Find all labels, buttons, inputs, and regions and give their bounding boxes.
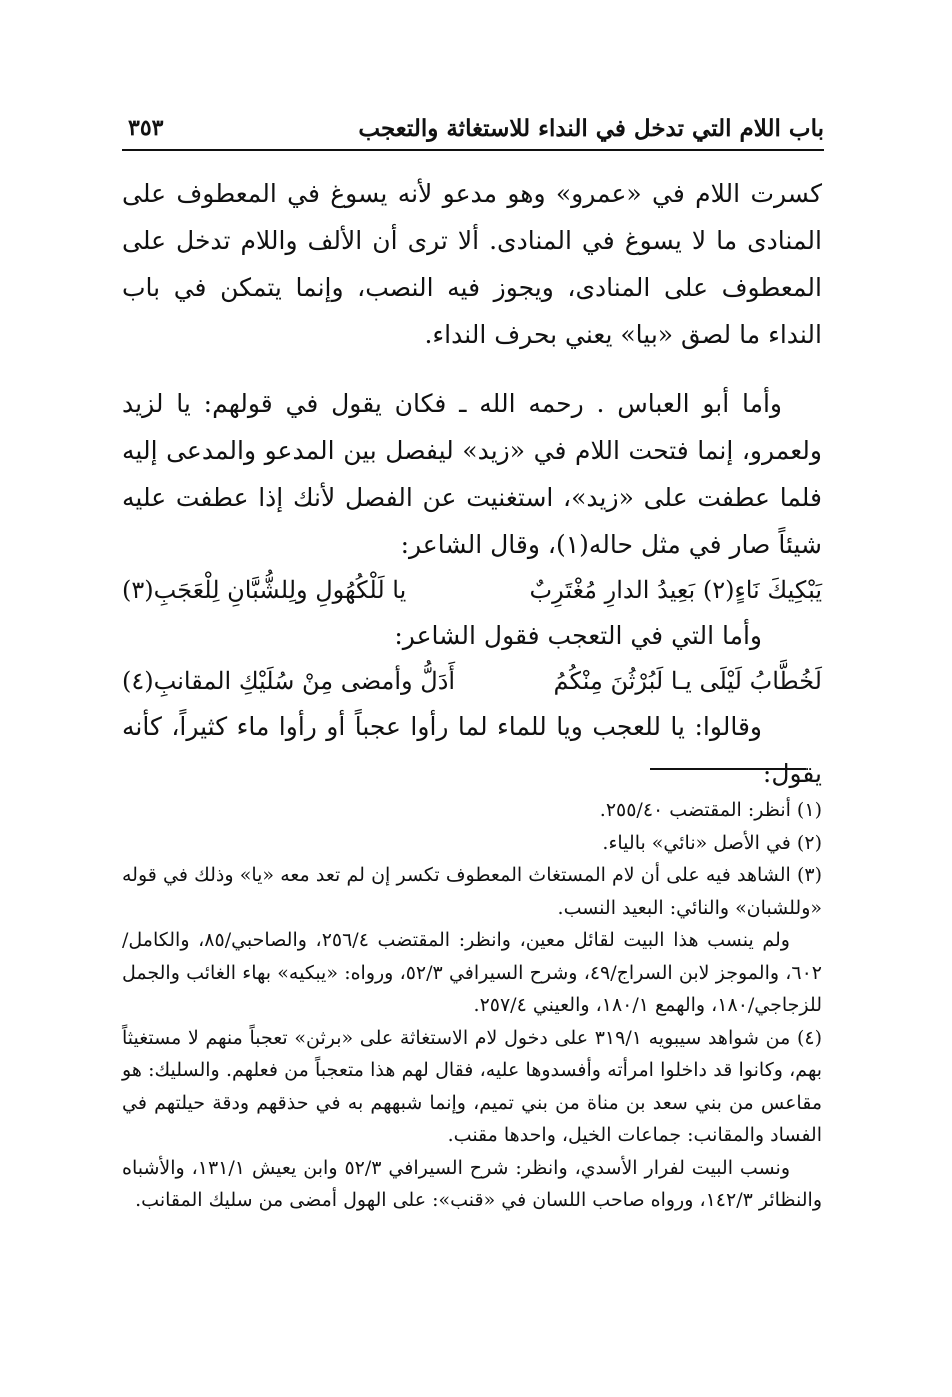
footnotes xyxy=(122,794,822,1217)
chapter-title: باب اللام التي تدخل في النداء للاستغاثة والتعجب xyxy=(358,115,824,142)
footnote-3-continuation: ولم ينسب هذا البيت لقائل معين، وانظر: المقتضب ٢٥٦/٤، والصاحبي/٨٥، والكامل/٦٠٢، والموجز لابن السراج/٤٩، وشرح السيرافي ٥٢/٣، ورواه: «يبكيه» بهاء الغائب والجمل للزجاجي/١٨٠، والهمع ١٨٠/١، والعيني ٢٥٧/٤. xyxy=(122,929,823,1016)
verse-1-first-hemistich: يَبْكِيكَ نَاءٍ(٢) بَعِيدُ الدارِ مُغْتَرِبٌ xyxy=(529,576,822,604)
footnote-separator xyxy=(650,768,806,770)
paragraph-1: كسرت اللام في «عمرو» وهو مدعو لأنه يسوغ في المعطوف على المنادى ما لا يسوغ في المنادى. ألا ترى أن الألف واللام تدخل على المعطوف على المنادى، ويجوز فيه النصب، وإنما يتمكن في باب النداء ما لصق «بيا» يعني بحرف النداء. xyxy=(122,179,822,349)
paragraph-2: وأما أبو العباس . رحمه الله ـ فكان يقول في قولهم: يا لزيد ولعمرو، إنما فتحت اللام في «زيد» ليفصل بين المدعو والمدعى إليه فلما عطفت على «زيد»، استغنيت عن الفصل لأنك إذا عطفت عليه شيئاً صار في مثل حاله(١)، وقال الشاعر: xyxy=(122,389,822,559)
verse-1-second-hemistich: يا لَلْكُهُولِ ولِلشُّبَّانِ لِلْعَجَبِ(٣) xyxy=(122,576,407,604)
page-number: ٣٥٣ xyxy=(128,115,164,141)
footnote-4: (٤) من شواهد سيبويه ٣١٩/١ على دخول لام الاستغاثة على «برثن» تعجباً منهم لا مستغيثاً بهم، وكانوا قد داخلوا امرأته وأفسدوها عليه، فقال لهم هذا متعجباً من فعلهم. والسليك: هو مقاعس من بني سعد بن مناة من بني تميم، وإنما شبههم به في حذقهم ودقة حيلتهم في الفساد والمقانب: جماعات الخيل، واحدها مقنب. xyxy=(122,1026,822,1146)
footnote-4-continuation: ونسب البيت لفرار الأسدي، وانظر: شرح السيرافي ٥٢/٣ وابن يعيش ١٣١/١، والأشباه والنظائر ١٤٢/٣، ورواه صاحب اللسان في «قنب»: على الهول أمضى من سليك المقانب. xyxy=(122,1156,822,1211)
verse-2-second-hemistich: أَدَلُّ وأمضى مِنْ سُلَيْكِ المقانبِ(٤) xyxy=(122,667,456,695)
footnote-1: (١) أنظر: المقتضب ٢٥٥/٤٠. xyxy=(599,799,822,821)
footnote-3: (٣) الشاهد فيه على أن لام المستغاث المعطوف تكسر إن لم تعد معه «يا» وذلك في قوله «وللشبان» والنائي: البعيد النسب. xyxy=(122,864,822,919)
verse-2-first-hemistich: لَخُطَّابُ لَيْلَى يـا لَبُرْثُنَ مِنْكُمُ xyxy=(553,667,822,695)
running-header xyxy=(122,113,824,151)
verse-2 xyxy=(122,659,822,703)
footnote-2: (٢) في الأصل «نائي» بالياء. xyxy=(602,831,822,854)
verse-1 xyxy=(122,568,822,612)
paragraph-3: وأما التي في التعجب فقول الشاعر: xyxy=(394,621,762,650)
paragraph-4: وقالوا: يا للعجب ويا للماء لما رأوا عجباً أو رأوا ماء كثيراً، كأنه يقول: xyxy=(122,712,822,788)
main-text xyxy=(122,170,822,797)
